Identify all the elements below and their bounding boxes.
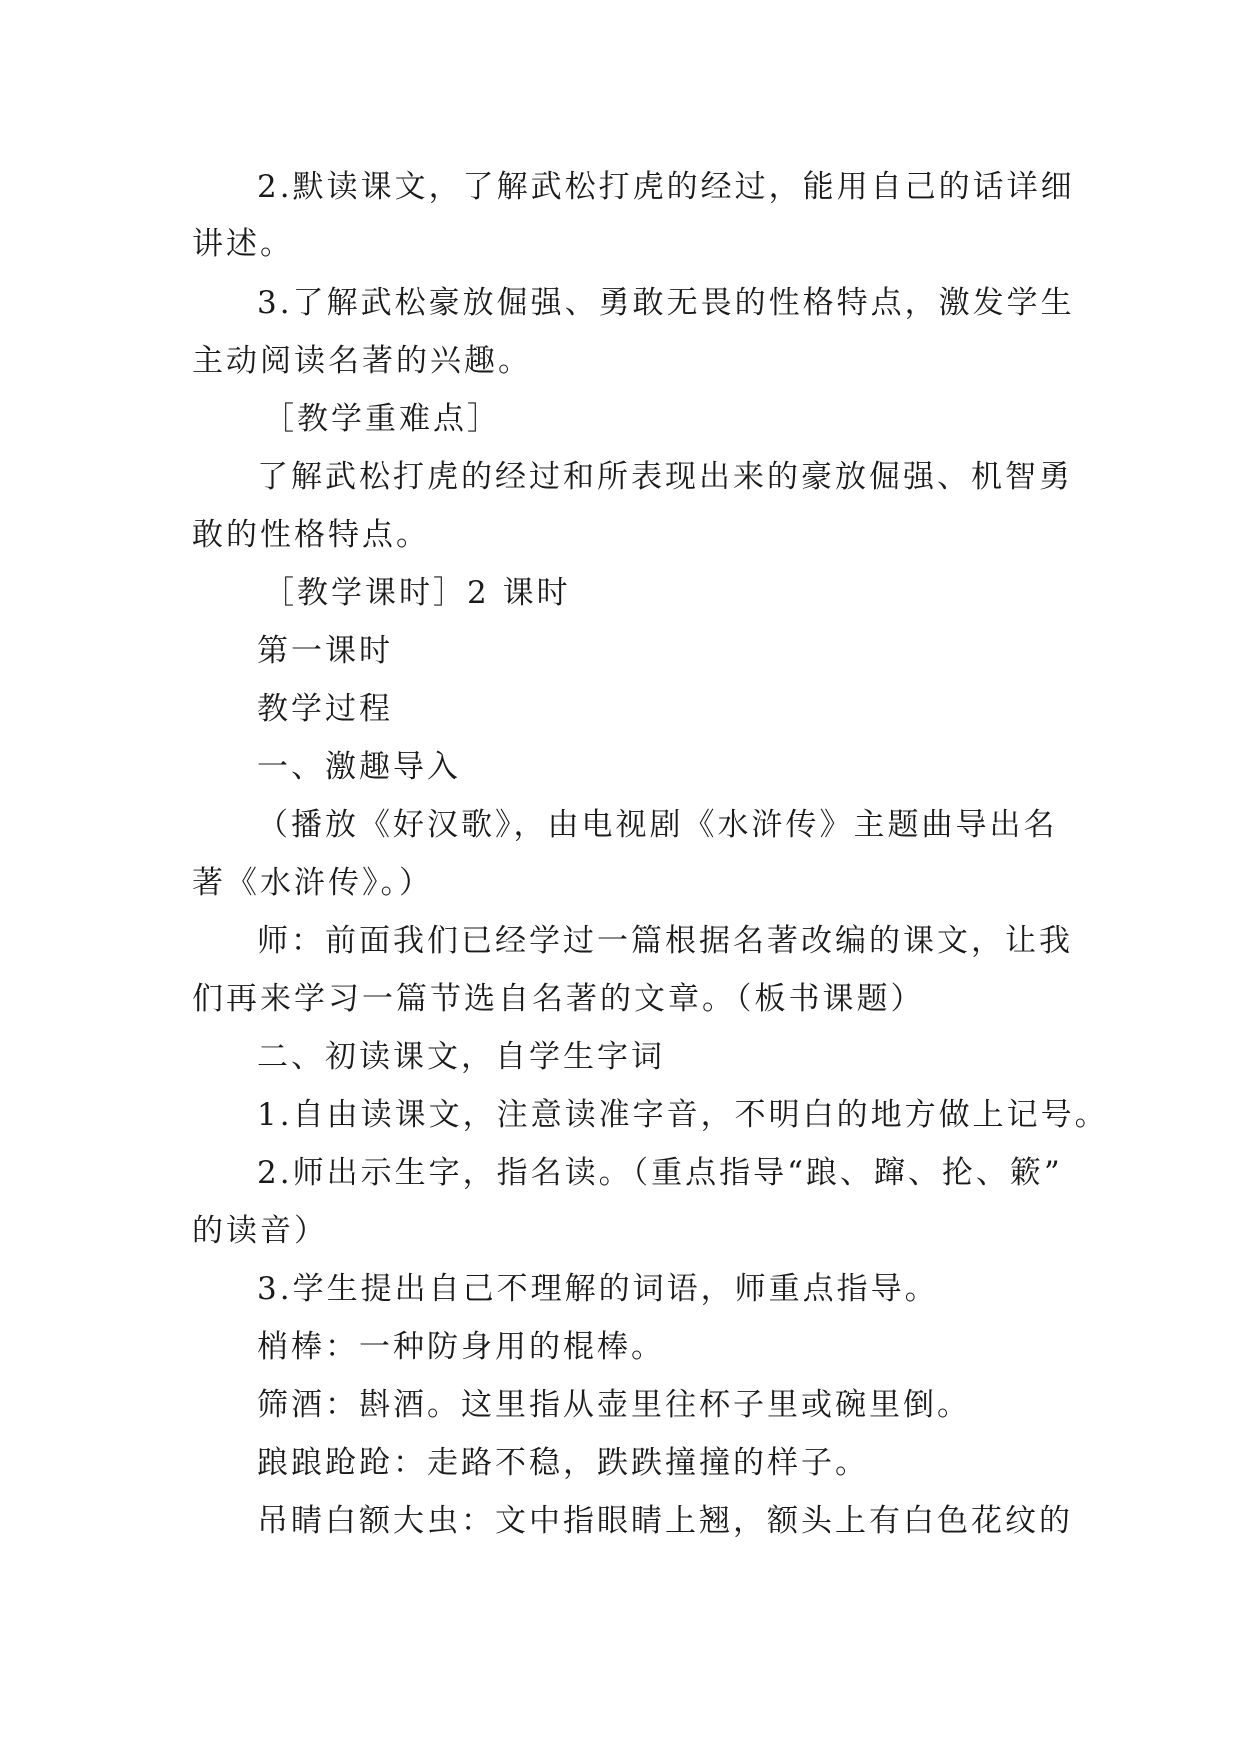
section-heading: ［教学重难点］ <box>263 401 501 437</box>
text-line: 的读音） <box>192 1213 328 1249</box>
text-line: 3.学生提出自己不理解的词语，师重点指导。 <box>257 1271 939 1307</box>
text-line: （播放《好汉歌》，由电视剧《水浒传》主题曲导出名 <box>257 807 1058 843</box>
text-line: 讲述。 <box>192 226 294 262</box>
text-line: 了解武松打虎的经过和所表现出来的豪放倔强、机智勇 <box>257 459 1073 495</box>
section-heading: 第一课时 <box>257 633 393 669</box>
text-line: 敢的性格特点。 <box>192 517 430 553</box>
text-line: 2.默读课文，了解武松打虎的经过，能用自己的话详细 <box>257 169 1075 205</box>
section-heading: 二、初读课文，自学生字词 <box>257 1039 665 1075</box>
text-line: 吊睛白额大虫：文中指眼睛上翘，额头上有白色花纹的 <box>257 1503 1073 1539</box>
text-line: 梢棒：一种防身用的棍棒。 <box>257 1329 665 1365</box>
text-line: 著《水浒传》。） <box>192 865 433 901</box>
text-line: 2.师出示生字，指名读。（重点指导“踉、蹿、抡、簌” <box>257 1155 1063 1191</box>
text-line: 1.自由读课文，注意读准字音，不明白的地方做上记号。 <box>257 1097 1109 1133</box>
text-line: 3.了解武松豪放倔强、勇敢无畏的性格特点，激发学生 <box>257 285 1075 321</box>
text-line: 踉踉跄跄：走路不稳，跌跌撞撞的样子。 <box>257 1445 869 1481</box>
text-line: 们再来学习一篇节选自名著的文章。（板书课题） <box>192 981 925 1017</box>
text-line: 主动阅读名著的兴趣。 <box>192 343 532 379</box>
section-heading: 教学过程 <box>257 691 393 727</box>
text-line: 筛酒：斟酒。这里指从壶里往杯子里或碗里倒。 <box>257 1387 971 1423</box>
text-line: 师：前面我们已经学过一篇根据名著改编的课文，让我 <box>257 923 1073 959</box>
section-heading: 一、激趣导入 <box>257 749 461 785</box>
section-heading: ［教学课时］2 课时 <box>263 575 571 611</box>
